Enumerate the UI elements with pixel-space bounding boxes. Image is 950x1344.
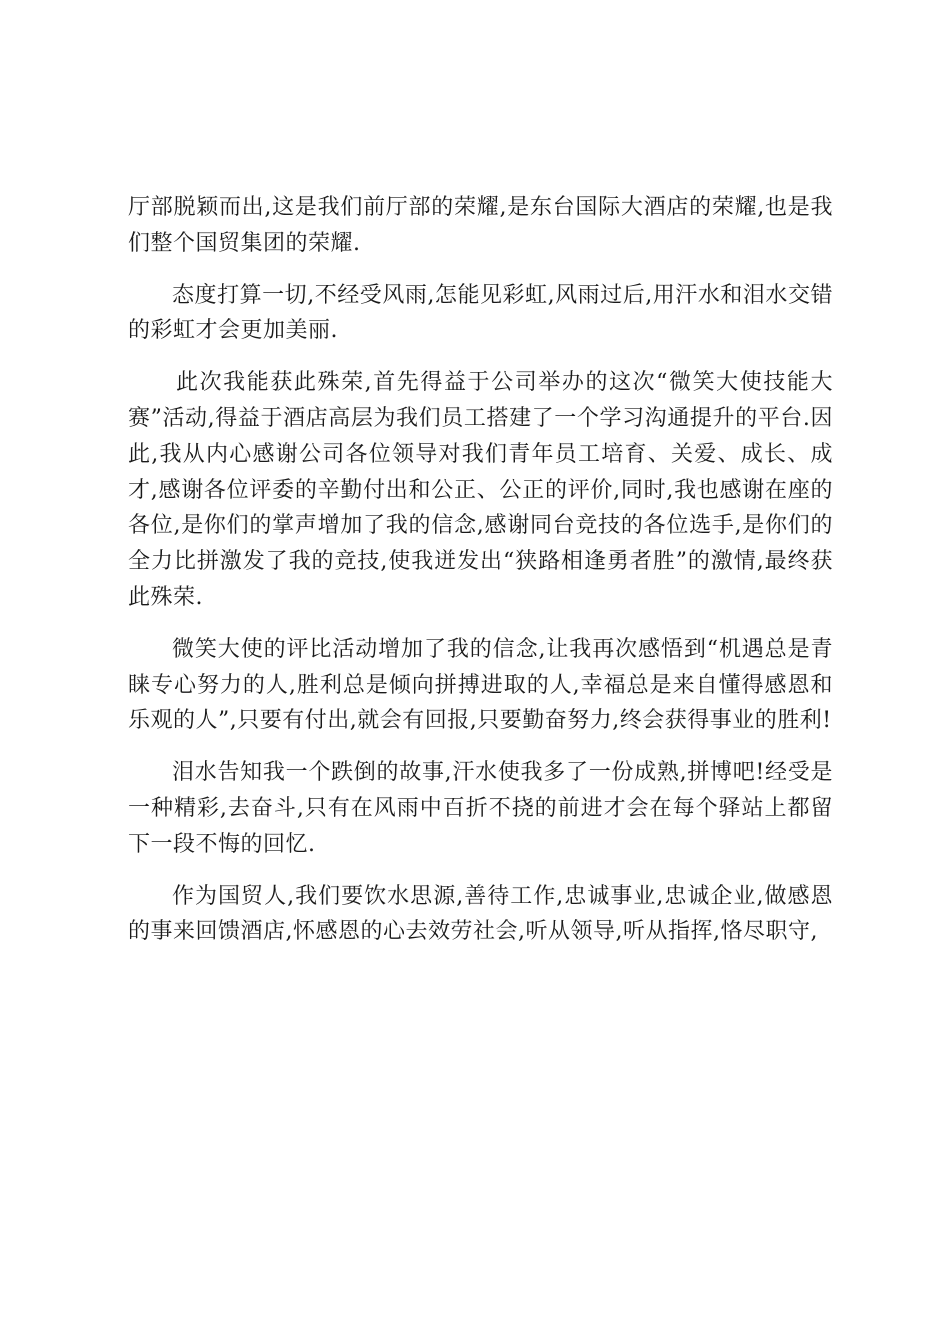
paragraph-continued: 厅部脱颖而出,这是我们前厅部的荣耀,是东台国际大酒店的荣耀,也是我们整个国贸集团的荣耀.	[128, 195, 833, 256]
paragraph: 作为国贸人,我们要饮水思源,善待工作,忠诚事业,忠诚企业,做感恩的事来回馈酒店,怀感恩的心去效劳社会,听从领导,听从指挥,恪尽职守,	[128, 883, 833, 945]
paragraph: 态度打算一切,不经受风雨,怎能见彩虹,风雨过后,用汗水和泪水交错的彩虹才会更加美丽.	[128, 282, 833, 344]
paragraph: 此次我能获此殊荣,首先得益于公司举办的这次“微笑大使技能大赛”活动,得益于酒店高层为我们员工搭建了一个学习沟通提升的平台.因此,我从内心感谢公司各位领导对我们青年员工培育、关爱、成长、成才,感谢各位评委的辛勤付出和公正、公正的评价,同时,我也感谢在座的各位,是你们的掌声增加了我的信念,感谢同台竞技的各位选手,是你们的全力比拼激发了我的竞技,使我迸发出“狭路相逢勇者胜”的激情,最终获此殊荣.	[128, 370, 833, 610]
paragraph: 泪水告知我一个跌倒的故事,汗水使我多了一份成熟,拼博吧!经受是一种精彩,去奋斗,只有在风雨中百折不挠的前进才会在每个驿站上都留下一段不悔的回忆.	[128, 760, 833, 857]
paragraph: 微笑大使的评比活动增加了我的信念,让我再次感悟到“机遇总是青睐专心努力的人,胜利总是倾向拼搏进取的人,幸福总是来自懂得感恩和乐观的人”,只要有付出,就会有回报,只要勤奋努力,终会获得事业的胜利!	[128, 636, 833, 734]
document-body	[128, 190, 833, 966]
